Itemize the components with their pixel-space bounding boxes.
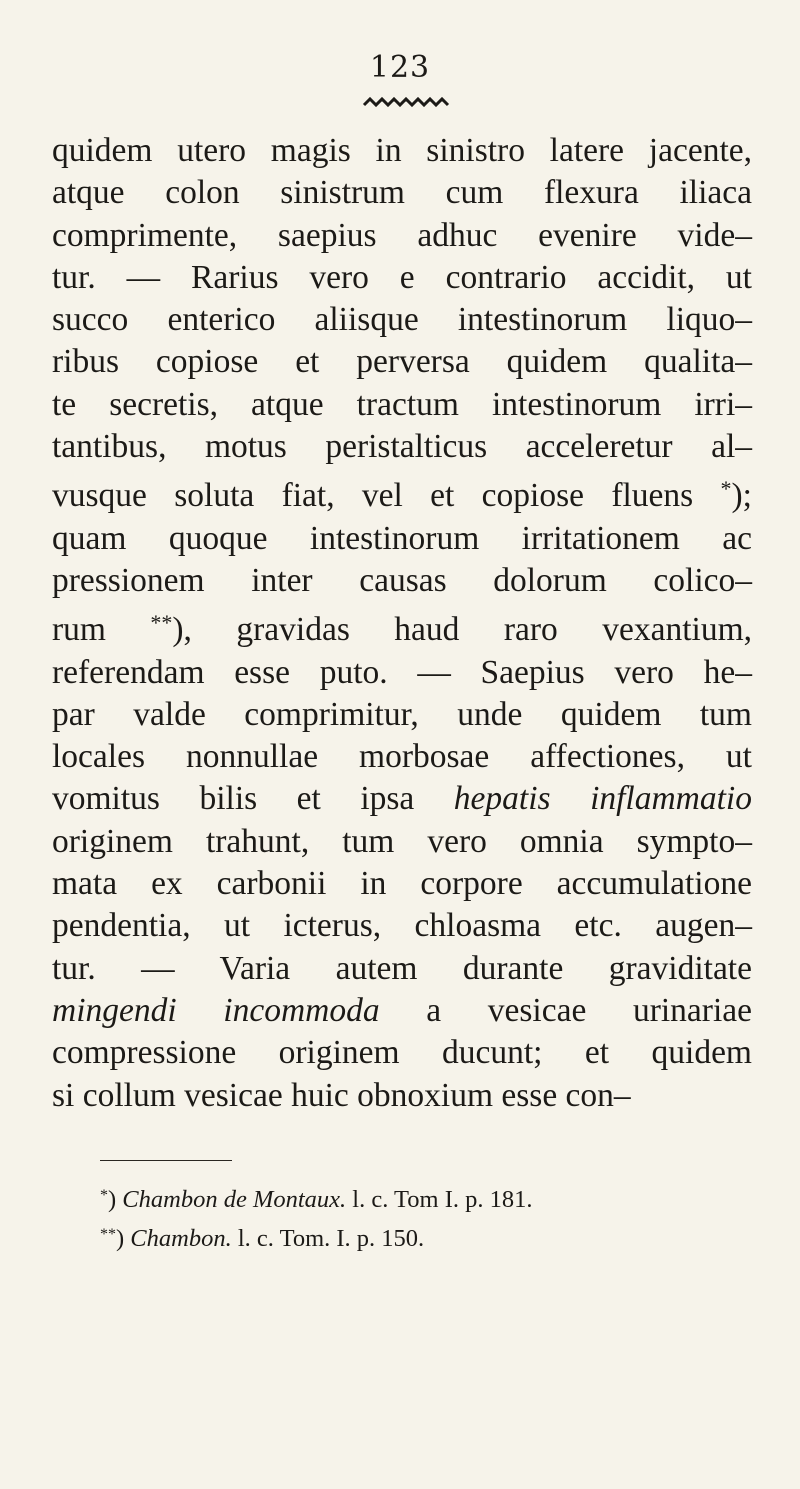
text-line: atque colon sinistrum cum flexura iliaca (52, 174, 752, 212)
text-line: mata ex carbonii in corpore accumulatione (52, 865, 752, 903)
text-line: quidem utero magis in sinistro latere jacente, (52, 132, 752, 169)
footnote-paren: ) (108, 1186, 123, 1213)
italic-term: hepatis inflammatio (453, 780, 752, 818)
italic-term: mingendi incommoda (52, 991, 380, 1029)
text-line: compressione originem ducunt; et quidem (52, 1034, 752, 1072)
line-text: vusque soluta fiat, vel et copiose fluens (52, 477, 721, 515)
text-line: tur. — Rarius vero e contrario accidit, ut (52, 258, 752, 296)
text-line: referendam esse puto. — Saepius vero he– (52, 653, 752, 691)
footnote-mark: * (100, 1187, 108, 1204)
footnote (100, 1217, 760, 1256)
text-line: te secretis, atque tractum intestinorum irri– (52, 385, 752, 423)
text-line: pendentia, ut icterus, chloasma etc. augen– (52, 907, 752, 945)
footnote-paren: ) (116, 1225, 131, 1252)
text-line: comprimente, saepius adhuc evenire vide– (52, 216, 752, 254)
line-text: ), gravidas haud raro vexantium, (172, 611, 752, 649)
footnote-reference-1[interactable]: * (720, 476, 732, 502)
footnote-author: Chambon. (130, 1225, 232, 1252)
footnote-reference-2[interactable]: ** (150, 610, 173, 636)
line-text: a vesicae urinariae (379, 991, 752, 1029)
page-number: 123 (369, 50, 431, 85)
text-line (52, 602, 752, 651)
footnotes (100, 1178, 760, 1256)
text-line: locales nonnullae morbosae affectiones, ut (52, 738, 752, 776)
text-line: quam quoque intestinorum irritationem ac (52, 519, 752, 557)
text-line: tantibus, motus peristalticus acceleretur al– (52, 428, 752, 466)
footnote-mark: ** (100, 1226, 116, 1243)
text-line: tur. — Varia autem durante graviditate (52, 949, 752, 987)
text-line (52, 778, 752, 820)
footnote-author: Chambon de Montaux. (122, 1186, 347, 1213)
text-line: pressionem inter causas dolorum colico– (52, 561, 752, 599)
text-line: succo enterico aliisque intestinorum liquo– (52, 301, 752, 339)
line-text: rum (52, 611, 151, 649)
footnote (100, 1178, 760, 1217)
line-text: vomitus bilis et ipsa (52, 780, 454, 818)
footnote-ref: l. c. Tom. I. p. 150. (231, 1225, 425, 1252)
text-line: originem trahunt, tum vero omnia sympto– (52, 822, 752, 860)
text-line (52, 468, 752, 517)
footnote-divider (100, 1160, 232, 1161)
text-line: ribus copiose et perversa quidem qualita– (52, 343, 752, 381)
text-line: si collum vesicae huic obnoxium esse con– (52, 1076, 631, 1114)
body-text (52, 130, 752, 1117)
text-line: par valde comprimitur, unde quidem tum (52, 695, 752, 733)
line-text: ); (731, 477, 752, 515)
decorative-wave-ornament (362, 95, 452, 111)
text-line (52, 990, 752, 1032)
footnote-ref: l. c. Tom I. p. 181. (346, 1186, 533, 1213)
